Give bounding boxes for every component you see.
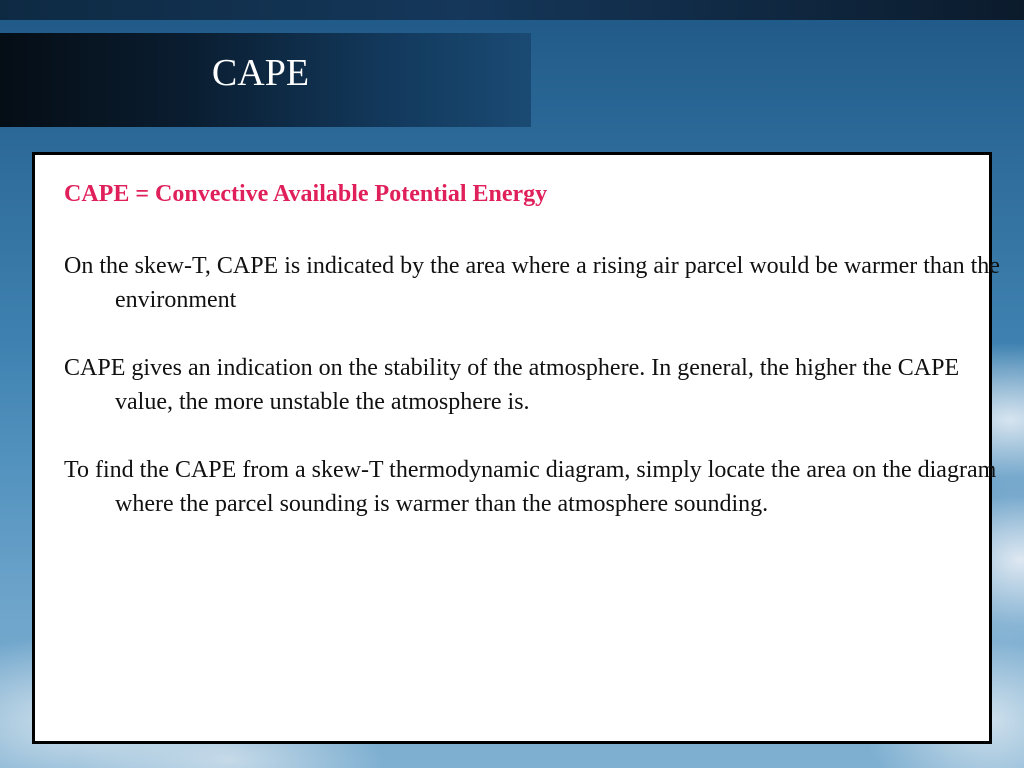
paragraph-find-cape: To find the CAPE from a skew-T thermodynamic diagram, simply locate the area on the diagram where the parcel sounding is warmer than the atmosphere sounding.	[64, 457, 997, 517]
paragraph-stability: CAPE gives an indication on the stability of the atmosphere. In general, the higher the CAPE value, the more unstable the atmosphere is.	[64, 355, 960, 415]
paragraph-skewt-area: On the skew-T, CAPE is indicated by the area where a rising air parcel would be warmer than the environment	[64, 253, 1000, 313]
slide-title: CAPE	[211, 52, 310, 94]
content-box	[32, 152, 1000, 744]
cape-definition-heading: CAPE = Convective Available Potential Energy	[64, 181, 548, 207]
top-strip	[0, 0, 1024, 20]
